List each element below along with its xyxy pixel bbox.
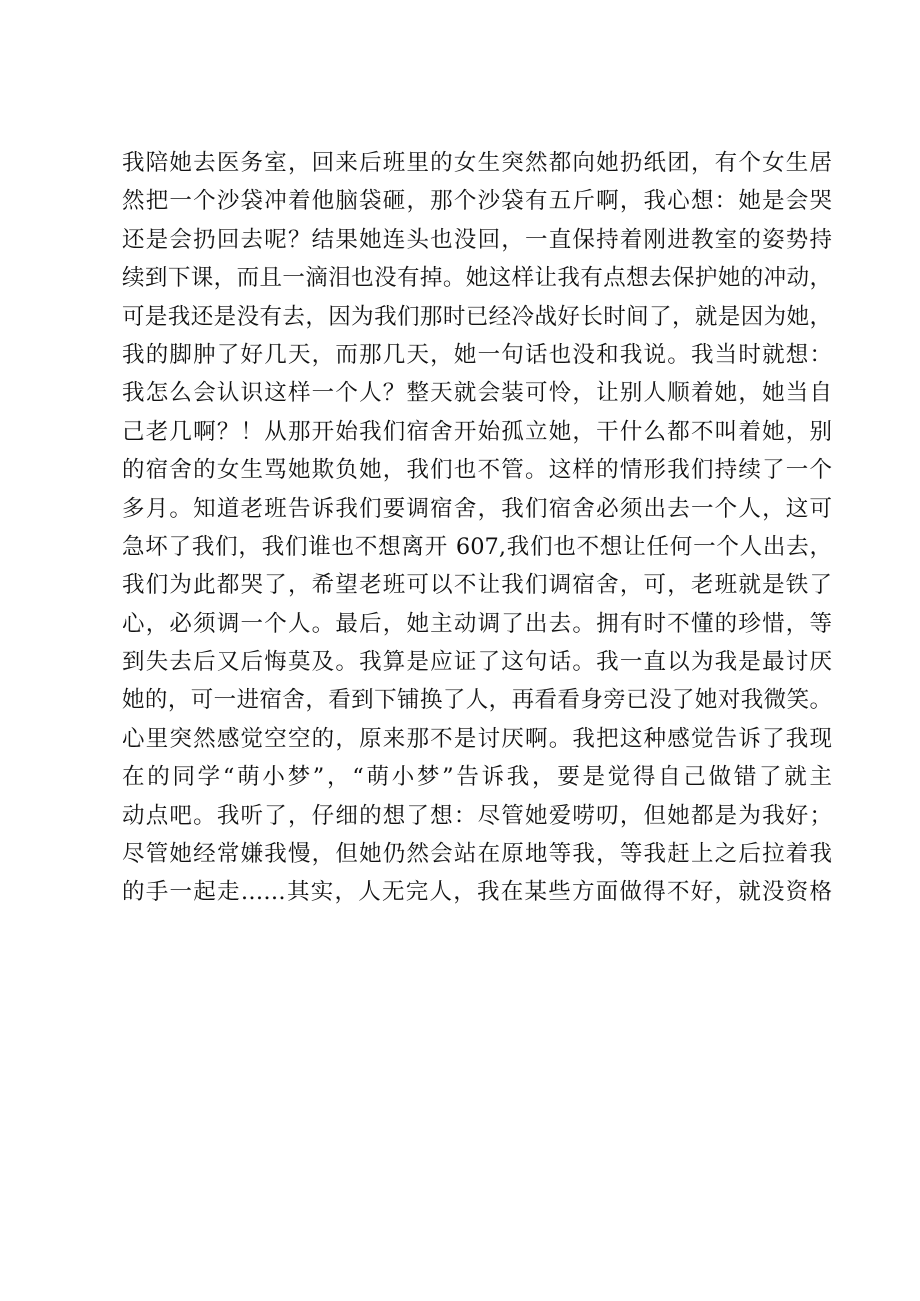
text-line: 在的同学“萌小梦”，“萌小梦”告诉我，要是觉得自己做错了就主 <box>122 764 832 791</box>
text-line: 心，必须调一个人。最后，她主动调了出去。拥有时不懂的珍惜，等 <box>122 610 832 637</box>
text-line: 到失去后又后悔莫及。我算是应证了这句话。我一直以为我是最讨厌 <box>122 649 832 676</box>
text-line: 续到下课，而且一滴泪也没有掉。她这样让我有点想去保护她的冲动， <box>122 265 832 292</box>
text-line: 我陪她去医务室，回来后班里的女生突然都向她扔纸团，有个女生居 <box>122 150 832 176</box>
text-line: 我怎么会认识这样一个人？整天就会装可怜，让别人顺着她，她当自 <box>122 380 832 407</box>
text-line: 的宿舍的女生骂她欺负她，我们也不管。这样的情形我们持续了一个 <box>122 457 832 484</box>
text-line: 动点吧。我听了，仔细的想了想：尽管她爱唠叨，但她都是为我好； <box>122 802 832 829</box>
text-line: 可是我还是没有去，因为我们那时已经冷战好长时间了，就是因为她， <box>122 303 832 330</box>
body-paragraph <box>122 144 832 912</box>
text-line: 我们为此都哭了，希望老班可以不让我们调宿舍，可，老班就是铁了 <box>122 572 832 599</box>
text-line: 己老几啊？！从那开始我们宿舍开始孤立她，干什么都不叫着她，别 <box>122 418 832 445</box>
text-line: 还是会扔回去呢？结果她连头也没回，一直保持着刚进教室的姿势持 <box>122 226 832 253</box>
text-line: 她的，可一进宿舍，看到下铺换了人，再看看身旁已没了她对我微笑。 <box>122 687 832 714</box>
text-line: 尽管她经常嫌我慢，但她仍然会站在原地等我，等我赶上之后拉着我 <box>122 841 832 868</box>
text-line: 我的脚肿了好几天，而那几天，她一句话也没和我说。我当时就想： <box>122 341 832 368</box>
text-line: 然把一个沙袋冲着他脑袋砸，那个沙袋有五斤啊，我心想：她是会哭 <box>122 188 832 215</box>
text-line: 的手一起走……其实，人无完人，我在某些方面做得不好，就没资格 <box>122 879 832 906</box>
text-line: 心里突然感觉空空的，原来那不是讨厌啊。我把这种感觉告诉了我现 <box>122 725 832 752</box>
text-line: 多月。知道老班告诉我们要调宿舍，我们宿舍必须出去一个人，这可 <box>122 495 832 522</box>
text-line: 急坏了我们，我们谁也不想离开 607,我们也不想让任何一个人出去， <box>122 533 832 560</box>
